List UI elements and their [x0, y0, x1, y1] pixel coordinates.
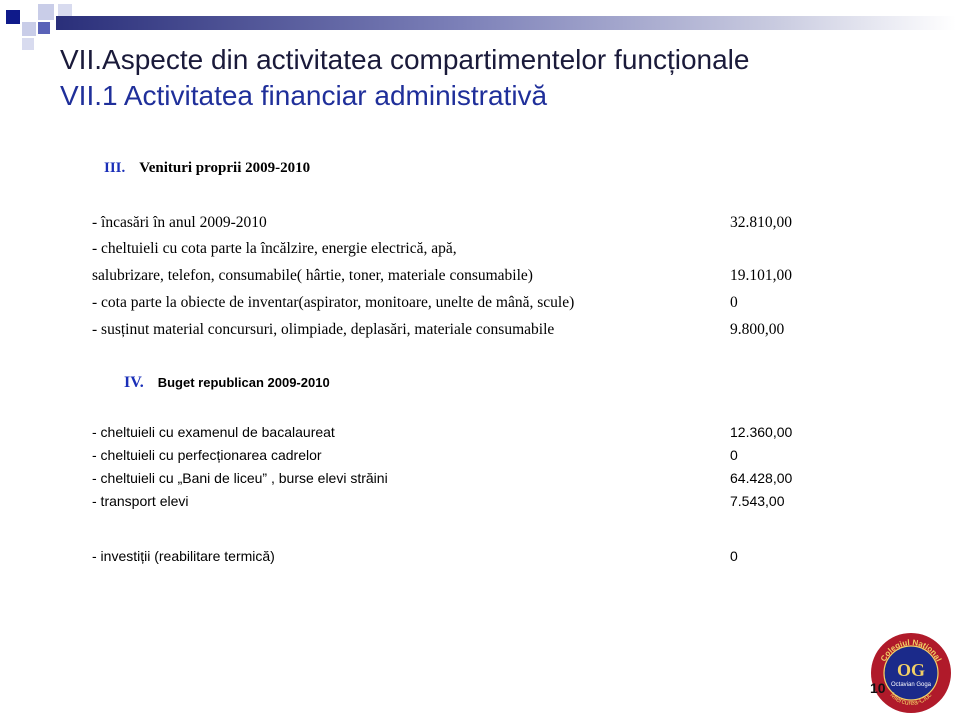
logo-top-text: Colegiul Național: [878, 637, 944, 664]
logo-middle-text: Octavian Goga: [890, 682, 932, 688]
decorative-square: [22, 22, 36, 36]
section-4-row: [92, 493, 785, 509]
row-value: 64.428,00: [730, 470, 793, 486]
row-text: - transport elevi: [92, 493, 189, 509]
row-value: 19.101,00: [730, 267, 792, 284]
page-number: 10: [870, 680, 886, 696]
title-gradient-bar: [56, 16, 956, 30]
row-text: - cheltuieli cu „Bani de liceu” , burse elevi străini: [92, 470, 388, 486]
section-3-row: [92, 321, 785, 339]
row-value: 0: [730, 294, 738, 311]
section-4-heading: [124, 374, 330, 392]
row-text: - susținut material concursuri, olimpiade, deplasări, materiale consumabile: [92, 321, 555, 338]
section-4-title: Buget republican 2009-2010: [157, 375, 330, 390]
row-value: 12.360,00: [730, 424, 793, 440]
row-text: - investiții (reabilitare termică): [92, 548, 275, 564]
decorative-square: [38, 22, 50, 34]
slide-title: [60, 42, 940, 114]
section-3-number: III.: [104, 160, 126, 176]
row-text: - cheltuieli cu examenul de bacalaureat: [92, 424, 335, 440]
row-text: - cheltuieli cu perfecționarea cadrelor: [92, 447, 322, 463]
title-line-1: VII.Aspecte din activitatea compartimentelor funcționale: [60, 44, 750, 75]
section-4-number: IV.: [124, 374, 144, 391]
section-4-row: [92, 424, 793, 440]
row-text: - cota parte la obiecte de inventar(aspirator, monitoare, unelte de mână, scule): [92, 294, 575, 311]
decorative-square: [6, 10, 20, 24]
section-3-title: Venituri proprii 2009-2010: [139, 160, 311, 176]
row-text: - cheltuieli cu cota parte la încălzire, energie electrică, apă,: [92, 240, 457, 257]
title-line-2: VII.1 Activitatea financiar administrativă: [60, 80, 548, 111]
row-value: 7.543,00: [730, 493, 785, 509]
logo-monogram: OG: [896, 660, 926, 680]
row-text: salubrizare, telefon, consumabile( hârtie, toner, materiale consumabile): [92, 267, 533, 284]
row-text: - încasări în anul 2009-2010: [92, 214, 267, 231]
section-4-row: [92, 470, 793, 486]
decorative-square: [22, 38, 34, 50]
section-3-row: [92, 267, 792, 285]
section-3-row: [92, 240, 457, 258]
row-value: 32.810,00: [730, 214, 792, 231]
section-4-row: [92, 548, 738, 564]
row-value: 0: [730, 548, 738, 564]
school-logo: [870, 632, 952, 714]
logo-bottom-text: Miercurea-Ciuc: [888, 691, 934, 708]
decorative-square: [38, 4, 54, 20]
row-value: 9.800,00: [730, 321, 785, 338]
section-3-row: [92, 214, 792, 232]
row-value: 0: [730, 447, 738, 463]
section-3-heading: [104, 160, 310, 177]
section-4-row: [92, 447, 738, 463]
section-3-row: [92, 294, 738, 312]
